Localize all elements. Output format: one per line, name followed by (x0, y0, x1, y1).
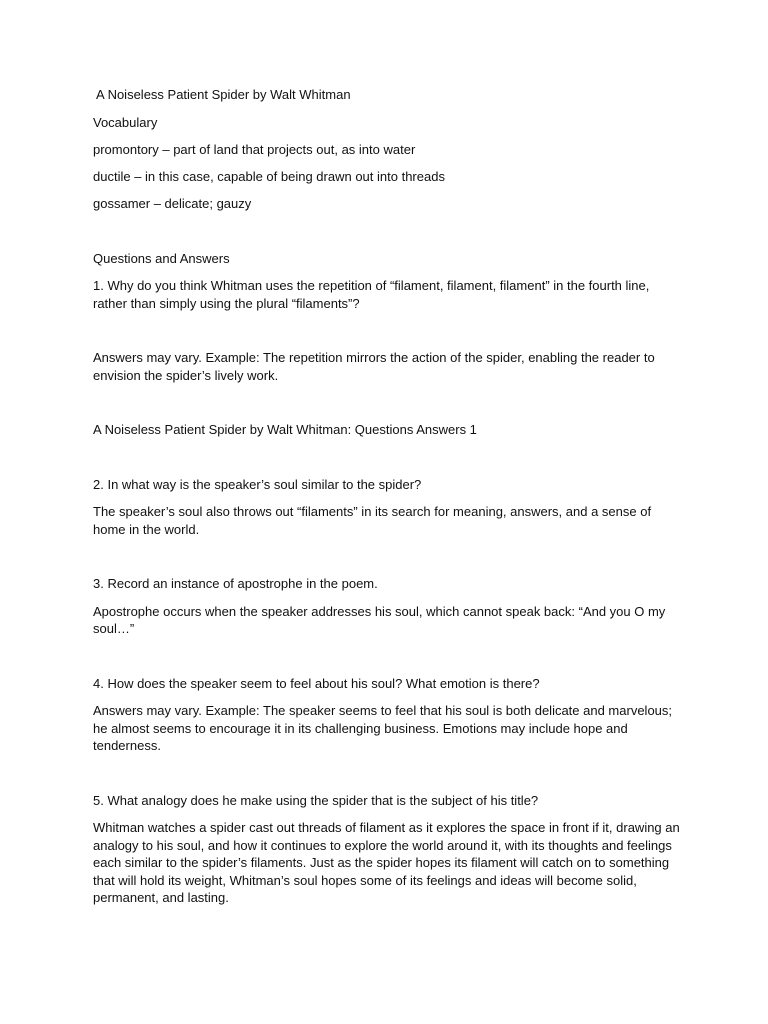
answer-2: The speaker’s soul also throws out “filaments” in its search for meaning, answers, and a sense of home in the world. (93, 504, 652, 537)
answer-1: Answers may vary. Example: The repetition mirrors the action of the spider, enabling the reader to envision the spider’s lively work. (93, 350, 655, 383)
answer-5: Whitman watches a spider cast out threads of filament as it explores the space in front if it, drawing an analogy to his soul, and how it continues to explore the world around it, with its thoughts and feelings each similar to the spider’s filaments. Just as the spider hopes its filament will catch on to something that will hold its weight, Whitman’s soul hopes some of its feelings and ideas will become solid, permanent, and lasting. (93, 820, 680, 905)
running-header: A Noiseless Patient Spider by Walt Whitman: Questions Answers 1 (93, 422, 477, 437)
vocabulary-item: ductile – in this case, capable of being drawn out into threads (93, 169, 445, 184)
vocabulary-item: promontory – part of land that projects out, as into water (93, 142, 416, 157)
document-title: A Noiseless Patient Spider by Walt Whitman (96, 87, 351, 102)
question-1: 1. Why do you think Whitman uses the repetition of “filament, filament, filament” in the fourth line, rather than simply using the plural “filaments”? (93, 278, 650, 311)
question-4: 4. How does the speaker seem to feel about his soul? What emotion is there? (93, 675, 540, 691)
question-5: 5. What analogy does he make using the spider that is the subject of his title? (93, 792, 539, 808)
question-2: 2. In what way is the speaker’s soul similar to the spider? (93, 476, 422, 492)
document-page (93, 86, 683, 907)
vocabulary-item: gossamer – delicate; gauzy (93, 196, 252, 211)
vocabulary-heading: Vocabulary (93, 114, 158, 130)
answer-3: Apostrophe occurs when the speaker addresses his soul, which cannot speak back: “And you O my soul…” (93, 603, 666, 636)
qa-heading: Questions and Answers (93, 250, 230, 266)
answer-4: Answers may vary. Example: The speaker seems to feel that his soul is both delicate and marvelous; he almost seems to encourage it in its challenging business. Emotions may include hope and tenderness. (93, 703, 673, 753)
question-3: 3. Record an instance of apostrophe in the poem. (93, 576, 378, 591)
